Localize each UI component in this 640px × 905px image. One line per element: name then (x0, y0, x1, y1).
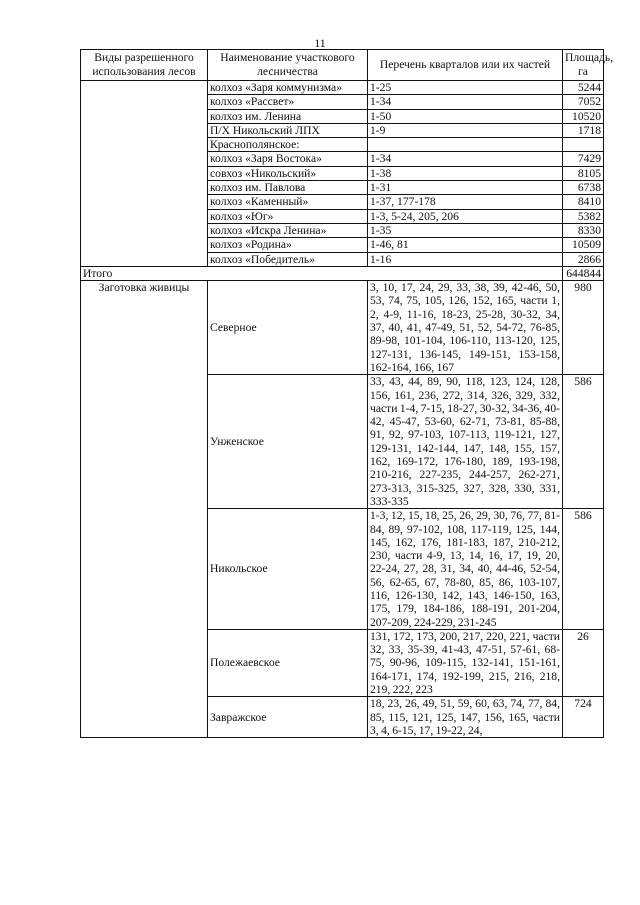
quarters-cell (368, 138, 563, 152)
forestry-name-cell: колхоз «Заря Востока» (208, 152, 368, 166)
forestry-name-cell: Северное (208, 281, 368, 375)
area-cell: 5244 (563, 81, 604, 95)
forestry-name-cell: совхоз «Никольский» (208, 166, 368, 180)
forestry-name-cell: колхоз им. Павлова (208, 181, 368, 195)
forestry-name-cell: колхоз «Рассвет» (208, 95, 368, 109)
resin-row (81, 281, 604, 375)
quarters-cell: 1-31 (368, 181, 563, 195)
forestry-name-cell: колхоз «Искра Ленина» (208, 223, 368, 237)
quarters-cell: 1-9 (368, 123, 563, 137)
area-cell: 8410 (563, 195, 604, 209)
area-cell: 5382 (563, 209, 604, 223)
quarters-cell: 1-46, 81 (368, 238, 563, 252)
area-cell: 10509 (563, 238, 604, 252)
area-cell: 1718 (563, 123, 604, 137)
area-cell: 10520 (563, 109, 604, 123)
forestry-name-cell: колхоз «Каменный» (208, 195, 368, 209)
quarters-cell: 131, 172, 173, 200, 217, 220, 221, части 32, 33, 35-39, 41-43, 47-51, 57-61, 68-75, 90-96, 109-115, 132-141, 151-161, 164-171, 174, 192-199, 215, 216, 218, 219, 222, 223 (368, 629, 563, 696)
forestry-name-cell: Краснополянское: (208, 138, 368, 152)
quarters-cell: 1-37, 177-178 (368, 195, 563, 209)
forestry-name-cell: колхоз «Родина» (208, 238, 368, 252)
quarters-cell: 1-34 (368, 95, 563, 109)
area-cell: 724 (563, 697, 604, 738)
area-cell: 8105 (563, 166, 604, 180)
total-area: 644844 (563, 266, 604, 280)
quarters-cell: 1-35 (368, 223, 563, 237)
quarters-cell: 3, 10, 17, 24, 29, 33, 38, 39, 42-46, 50, 53, 74, 75, 105, 126, 152, 165, части 1, 2, 4-9, 11-16, 18-23, 25-28, 30-32, 34, 37, 40, 41, 47-49, 51, 52, 54-72, 76-85, 89-98, 101-104, 106-110, 113-120, 125, 127-131, 136-145, 149-151, 153-158, 162-164, 166, 167 (368, 281, 563, 375)
quarters-cell: 1-38 (368, 166, 563, 180)
area-cell: 2866 (563, 252, 604, 266)
table-header-row (81, 50, 604, 81)
area-cell (563, 138, 604, 152)
header-area: Площадь, га (563, 50, 604, 81)
forestry-name-cell: Никольское (208, 509, 368, 630)
quarters-cell: 1-25 (368, 81, 563, 95)
area-cell: 26 (563, 629, 604, 696)
area-cell: 980 (563, 281, 604, 375)
forestry-name-cell: Завражское (208, 697, 368, 738)
use-type-cell-empty (81, 81, 208, 267)
resin-rows (81, 281, 604, 738)
page-number: 11 (314, 36, 326, 50)
header-forestry: Наименование участкового лесничества (208, 50, 368, 81)
total-row (81, 266, 604, 280)
forestry-name-cell: Унженское (208, 375, 368, 509)
quarters-cell: 1-3, 5-24, 205, 206 (368, 209, 563, 223)
forestry-name-cell: П/Х Никольский ЛПХ (208, 123, 368, 137)
area-cell: 586 (563, 375, 604, 509)
quarters-cell: 1-16 (368, 252, 563, 266)
forestry-name-cell: колхоз «Юг» (208, 209, 368, 223)
area-cell: 7429 (563, 152, 604, 166)
header-use-type: Виды разрешенного использования лесов (81, 50, 208, 81)
quarters-cell: 1-50 (368, 109, 563, 123)
total-label: Итого (81, 266, 563, 280)
header-quarters: Перечень кварталов или их частей (368, 50, 563, 81)
forestry-name-cell: колхоз им. Ленина (208, 109, 368, 123)
area-cell: 586 (563, 509, 604, 630)
forestry-name-cell: колхоз «Победитель» (208, 252, 368, 266)
area-cell: 8330 (563, 223, 604, 237)
area-cell: 6738 (563, 181, 604, 195)
forestry-name-cell: Полежаевское (208, 629, 368, 696)
area-cell: 7052 (563, 95, 604, 109)
upper-rows (81, 81, 604, 267)
quarters-cell: 18, 23, 26, 49, 51, 59, 60, 63, 74, 77, 84, 85, 115, 121, 125, 147, 156, 165, части 3, 4, 6-15, 17, 19-22, 24, (368, 697, 563, 738)
quarters-cell: 1-34 (368, 152, 563, 166)
quarters-cell: 33, 43, 44, 89, 90, 118, 123, 124, 128, 156, 161, 236, 272, 314, 326, 329, 332, части 1-4, 7-15, 18-27, 30-32, 34-36, 40-42, 45-47, 53-60, 62-71, 73-81, 85-88, 91, 92, 97-103, 107-113, 119-121, 127, 129-131, 142-144, 147, 148, 155, 157, 162, 169-172, 176-180, 189, 193-198, 210-216, 227-235, 244-257, 262-271, 273-313, 315-325, 327, 328, 330, 331, 333-335 (368, 375, 563, 509)
quarters-cell: 1-3, 12, 15, 18, 25, 26, 29, 30, 76, 77, 81-84, 89, 97-102, 108, 117-119, 125, 144, 145, 162, 176, 181-183, 187, 210-212, 230, части 4-9, 13, 14, 16, 17, 19, 20, 22-24, 27, 28, 31, 34, 40, 44-46, 52-54, 56, 62-65, 67, 78-80, 85, 86, 103-107, 116, 126-130, 142, 143, 146-150, 163, 175, 179, 184-186, 188-191, 201-204, 207-209, 224-229, 231-245 (368, 509, 563, 630)
forest-use-table (80, 49, 614, 738)
table-row (81, 81, 604, 95)
forestry-name-cell: колхоз «Заря коммунизма» (208, 81, 368, 95)
use-type-resin: Заготовка живицы (81, 281, 208, 738)
